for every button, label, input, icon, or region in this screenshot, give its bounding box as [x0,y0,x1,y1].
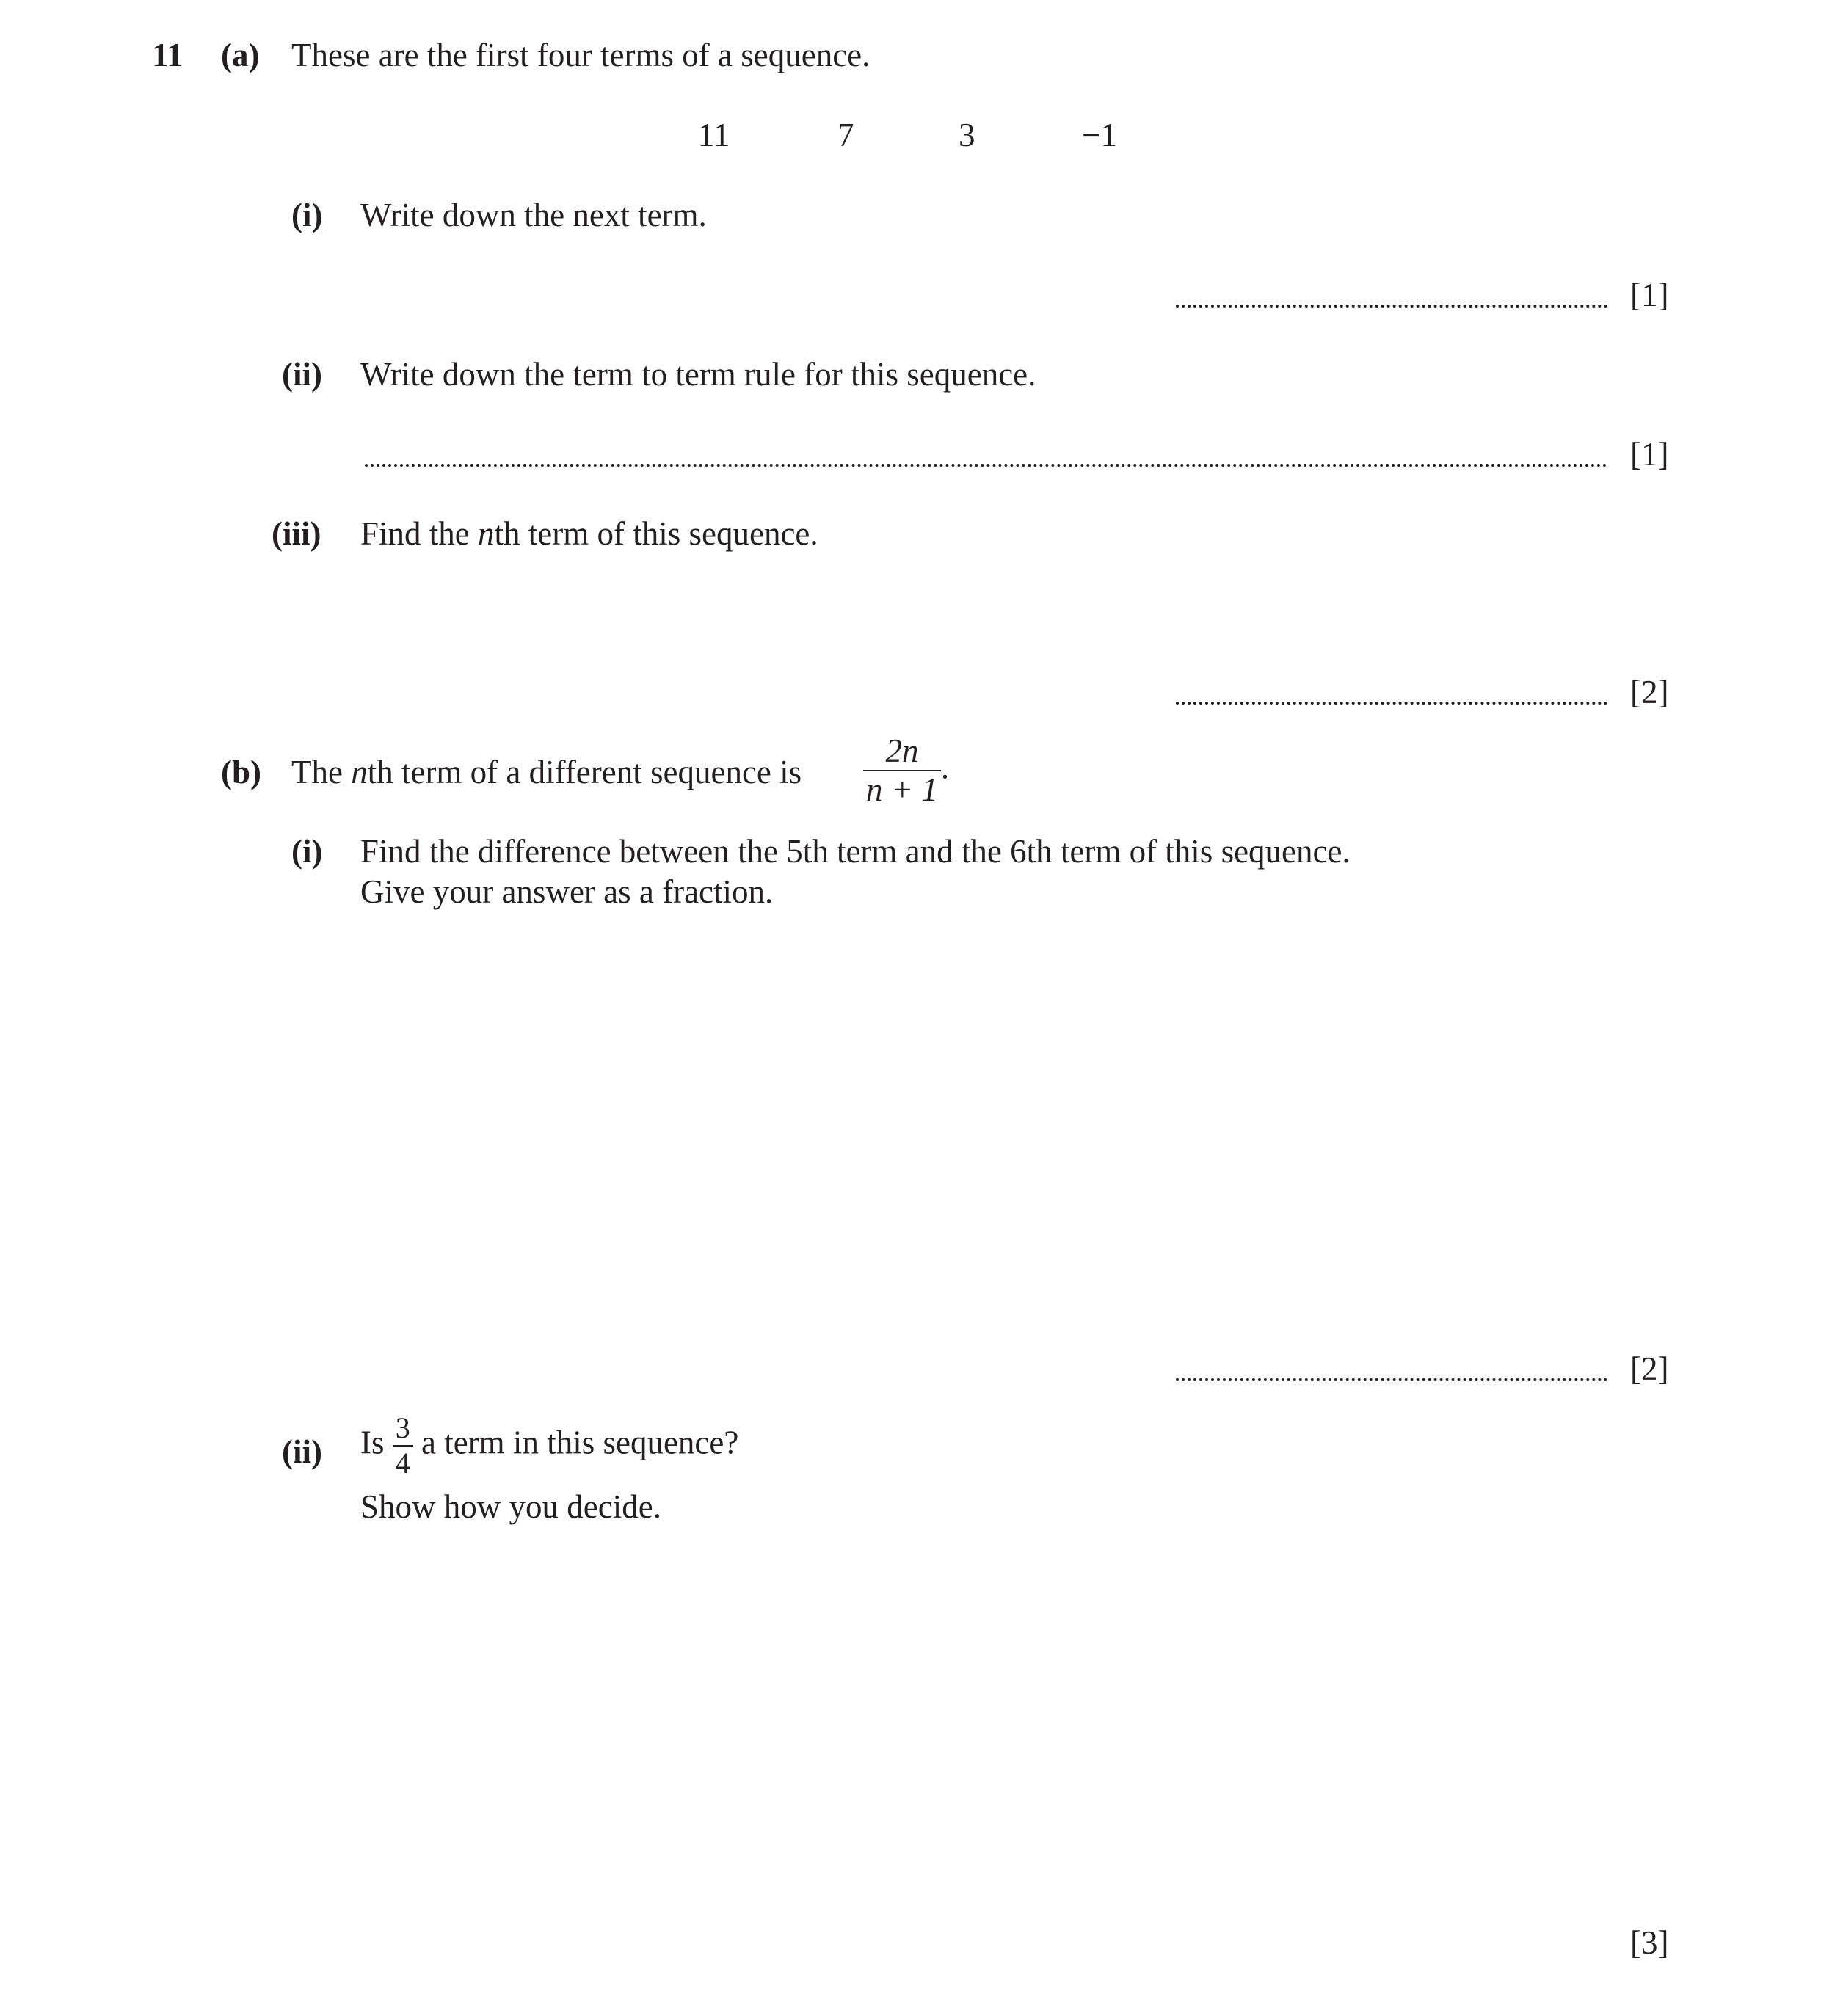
part-a-ii-text: Write down the term to term rule for this sequence. [360,356,1036,393]
part-a-iii-label: (iii) [272,515,321,552]
answer-line-a-i[interactable] [1176,305,1607,308]
answer-line-a-ii[interactable] [365,464,1607,467]
answer-line-a-iii[interactable] [1176,702,1607,705]
part-b-ii-label: (ii) [282,1433,322,1470]
sequence-term: 11 [698,117,730,153]
part-a-intro: These are the first four terms of a sequence. [291,37,870,73]
marks-a-i: [1] [1630,277,1669,313]
part-a-i-label: (i) [291,197,323,233]
part-a-label: (a) [221,37,260,73]
part-b-ii-line1: Is $\frac{3}{4}$ a term in this sequence? [360,1411,739,1480]
part-b-i-label: (i) [291,833,323,870]
question-number: 11 [152,37,183,73]
part-a-ii-label: (ii) [282,356,322,393]
part-b-i-line2: Give your answer as a fraction. [360,873,774,910]
marks-b-i: [2] [1630,1350,1669,1387]
sequence-term: 3 [959,117,975,153]
sequence-term: 7 [837,117,854,153]
nth-term-fraction: $\frac{2n}{n + 1}$ . [863,734,949,808]
marks-a-ii: [1] [1630,436,1669,473]
sequence-term: −1 [1082,117,1117,153]
part-a-iii-text: Find the nth term of this sequence. [360,515,818,552]
marks-a-iii: [2] [1630,674,1669,710]
answer-line-b-i[interactable] [1176,1378,1607,1381]
marks-b-ii: [3] [1630,1924,1669,1961]
part-a-i-text: Write down the next term. [360,197,707,233]
part-b-i-line1: Find the difference between the 5th term and the 6th term of this sequence. [360,833,1351,870]
part-b-label: (b) [221,754,261,790]
part-b-text: The nth term of a different sequence is [291,754,802,790]
part-b-ii-line2: Show how you decide. [360,1488,661,1525]
